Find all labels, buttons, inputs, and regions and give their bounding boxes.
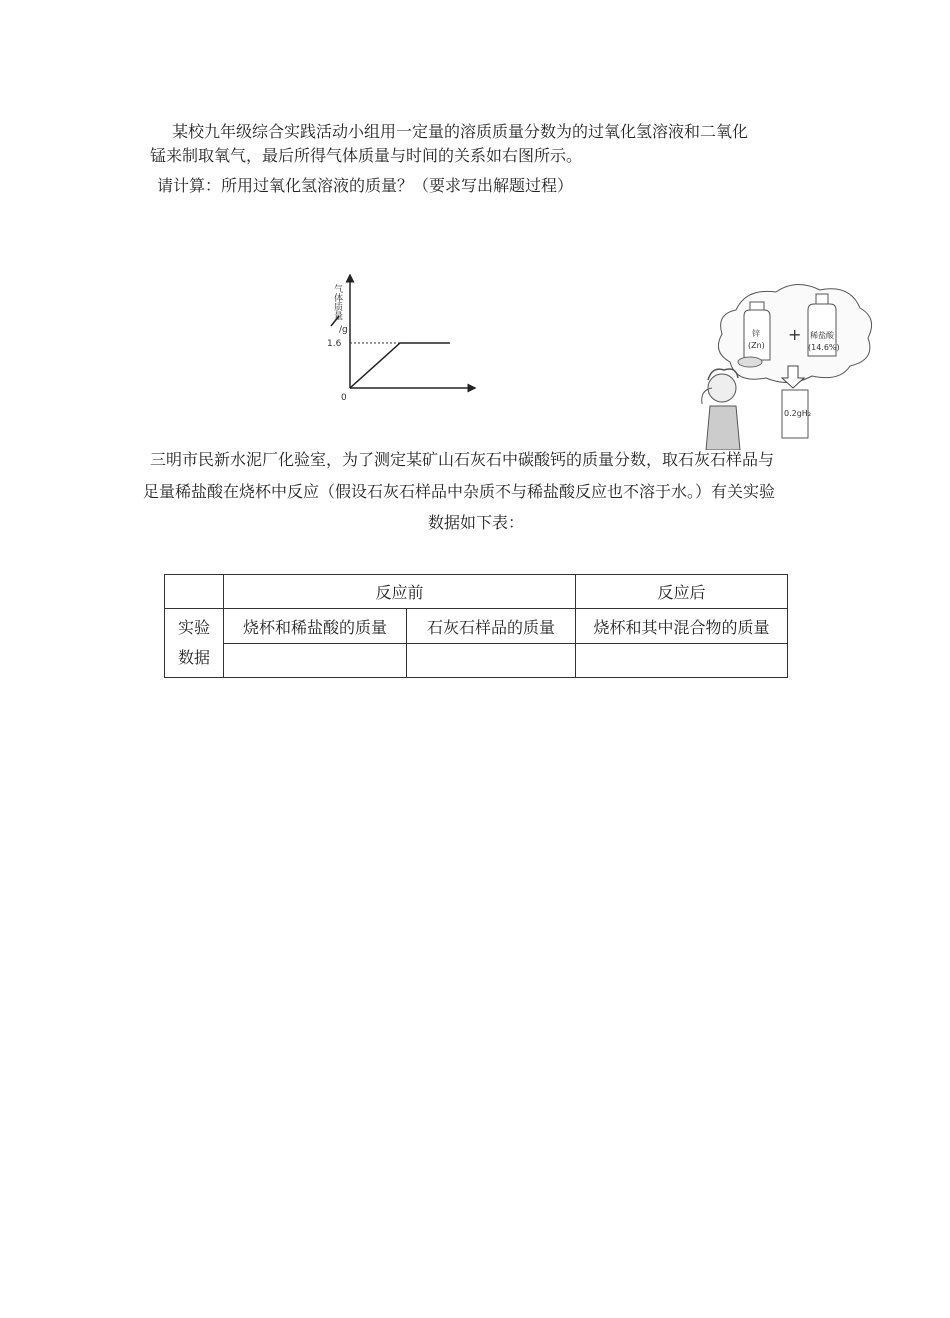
svg-text:稀盐酸: 稀盐酸 [810, 331, 834, 340]
problem2-line1: 三明市民新水泥厂化验室，为了测定某矿山石灰石中碳酸钙的质量分数，取石灰石样品与 [150, 450, 775, 469]
header-after-reaction: 反应后 [576, 575, 788, 609]
row-label-cell [165, 609, 224, 678]
header-before-reaction: 反应前 [224, 575, 576, 609]
y-tick-label: 1.6 [327, 339, 342, 349]
value-mixture-mass [576, 644, 788, 678]
value-beaker-acid-mass [224, 644, 407, 678]
y-axis-label: 气体质量 [332, 284, 342, 320]
value-sample-mass [407, 644, 576, 678]
svg-text:0.2gH₂: 0.2gH₂ [784, 409, 812, 418]
col-header-mixture-mass: 烧杯和其中混合物的质量 [576, 609, 788, 644]
origin-label: 0 [341, 393, 347, 403]
svg-text:锌: 锌 [752, 329, 760, 338]
thinking-boy-icon [702, 369, 740, 450]
col-header-sample-mass: 石灰石样品的质量 [407, 609, 576, 644]
problem1-line1: 某校九年级综合实践活动小组用一定量的溶质质量分数为的过氧化氢溶液和二氧化 [172, 122, 749, 141]
problem1-line2: 锰来制取氧气，最后所得气体质量与时间的关系如右图所示。 [150, 146, 583, 165]
empty-corner-cell [165, 575, 224, 609]
y-axis-unit: /g [339, 325, 348, 335]
zinc-bottle-icon [744, 302, 770, 360]
zinc-granules-icon [738, 357, 762, 367]
row-label-line1: 实验 [177, 618, 210, 637]
svg-text:(Zn): (Zn) [748, 341, 765, 350]
zinc-acid-illustration [688, 280, 878, 450]
problem2-line2: 足量稀盐酸在烧杯中反应（假设石灰石样品中杂质不与稀盐酸反应也不溶于水。）有关实验 [143, 482, 776, 501]
problem2-line3: 数据如下表： [428, 513, 525, 532]
plus-sign: + [788, 325, 802, 344]
problem1-question: 请计算：所用过氧化氢溶液的质量？（要求写出解题过程） [157, 176, 574, 195]
experiment-data-table [164, 574, 788, 678]
gas-mass-time-graph [325, 270, 495, 410]
svg-text:(14.6%): (14.6%) [808, 343, 840, 352]
series-line [350, 343, 450, 388]
row-label-line2: 数据 [177, 648, 210, 667]
col-header-beaker-acid-mass: 烧杯和稀盐酸的质量 [224, 609, 407, 644]
